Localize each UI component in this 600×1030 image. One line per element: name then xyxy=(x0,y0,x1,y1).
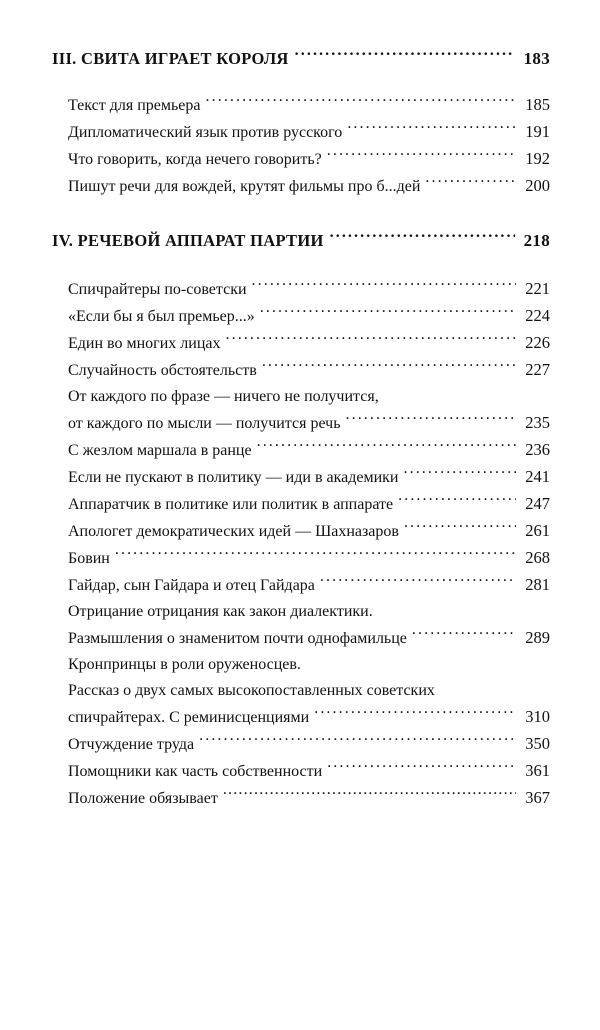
toc-entry[interactable] xyxy=(52,491,550,518)
dot-leader xyxy=(347,121,516,137)
chapter-page-number-iv: 218 xyxy=(523,231,550,250)
entry-page-number: 268 xyxy=(525,548,550,567)
dot-leader xyxy=(115,547,516,563)
toc-entry[interactable] xyxy=(52,173,550,200)
dot-leader xyxy=(295,48,515,65)
dot-leader xyxy=(226,332,516,348)
entry-group-iv xyxy=(52,276,550,812)
dot-leader xyxy=(260,305,516,321)
entry-page-number: 200 xyxy=(525,176,550,195)
dot-leader xyxy=(262,359,516,375)
toc-entry[interactable] xyxy=(52,545,550,572)
toc-entry-line[interactable] xyxy=(52,678,550,704)
entry-title: Дипломатический язык против русского xyxy=(68,124,343,141)
toc-entry[interactable] xyxy=(52,464,550,491)
entry-page-number: 221 xyxy=(525,279,550,298)
entry-title: Отчуждение труда xyxy=(68,736,195,753)
entry-title-line-2: Рассказ о двух самых высокопоставленных советских xyxy=(68,682,435,699)
entry-page-number: 289 xyxy=(525,628,550,647)
chapter-title-iii: III. СВИТА ИГРАЕТ КОРОЛЯ xyxy=(52,49,289,68)
entry-page-number: 185 xyxy=(525,95,550,114)
chapter-page-number-iii: 183 xyxy=(523,49,550,68)
dot-leader xyxy=(252,278,516,294)
entry-page-number: 361 xyxy=(525,761,550,780)
dot-leader xyxy=(384,385,550,401)
toc-entry[interactable] xyxy=(52,119,550,146)
dot-leader xyxy=(404,466,517,482)
entry-title-line-1: Отрицание отрицания как закон диалектики. xyxy=(68,603,373,620)
toc-entry-line[interactable] xyxy=(52,599,550,625)
toc-entry[interactable] xyxy=(52,92,550,119)
toc-entry[interactable] xyxy=(52,357,550,384)
entry-page-number: 224 xyxy=(525,306,550,325)
entry-title: Апологет демократических идей — Шахназаров xyxy=(68,523,399,540)
entry-title: Что говорить, когда нечего говорить? xyxy=(68,151,322,168)
entry-title-line-1: От каждого по фразе — ничего не получится, xyxy=(68,388,379,405)
entry-page-number: 310 xyxy=(525,707,550,726)
entry-title-line-2: от каждого по мысли — получится речь xyxy=(68,415,341,432)
entry-title-line-3: спичрайтерах. С реминисценциями xyxy=(68,709,310,726)
toc-entry[interactable] xyxy=(52,276,550,303)
dot-leader xyxy=(314,706,516,722)
entry-page-number: 191 xyxy=(525,122,550,141)
dot-leader xyxy=(223,787,516,803)
entry-title: Гайдар, сын Гайдара и отец Гайдара xyxy=(68,577,315,594)
toc-entry[interactable] xyxy=(52,704,550,731)
dot-leader xyxy=(404,520,516,536)
dot-leader xyxy=(206,94,516,110)
entry-page-number: 247 xyxy=(525,494,550,513)
entry-title: Текст для премьера xyxy=(68,97,201,114)
dot-leader xyxy=(440,679,550,695)
chapter-title-iv: IV. РЕЧЕВОЙ АППАРАТ ПАРТИИ xyxy=(52,231,324,250)
entry-page-number: 235 xyxy=(525,413,550,432)
toc-entry[interactable] xyxy=(52,785,550,812)
entry-page-number: 227 xyxy=(525,360,550,379)
entry-title-line-2: Размышления о знаменитом почти однофамильце xyxy=(68,630,407,647)
entry-page-number: 281 xyxy=(525,575,550,594)
dot-leader xyxy=(257,439,516,455)
entry-title: «Если бы я был премьер...» xyxy=(68,308,255,325)
toc-entry[interactable] xyxy=(52,518,550,545)
toc-entry[interactable] xyxy=(52,625,550,652)
entry-title: Случайность обстоятельств xyxy=(68,362,257,379)
entry-title: Спичрайтеры по-советски xyxy=(68,281,247,298)
entry-title: Аппаратчик в политике или политик в аппарате xyxy=(68,496,394,513)
entry-page-number: 367 xyxy=(525,788,550,807)
dot-leader xyxy=(425,175,516,191)
toc-entry[interactable] xyxy=(52,410,550,437)
toc-entry[interactable] xyxy=(52,330,550,357)
dot-leader xyxy=(327,148,516,164)
entry-title: Помощники как часть собственности xyxy=(68,763,323,780)
toc-entry[interactable] xyxy=(52,303,550,330)
entry-title: Един во многих лицах xyxy=(68,335,221,352)
toc-entry[interactable] xyxy=(52,731,550,758)
entry-page-number: 236 xyxy=(525,440,550,459)
entry-group-iii xyxy=(52,92,550,200)
dot-leader xyxy=(346,412,517,428)
entry-title-line-1: Кронпринцы в роли оруженосцев. xyxy=(68,656,301,673)
entry-page-number: 261 xyxy=(525,521,550,540)
entry-page-number: 241 xyxy=(525,467,550,486)
chapter-heading-iii[interactable] xyxy=(52,46,550,72)
entry-title: Положение обязывает xyxy=(68,790,218,807)
dot-leader xyxy=(327,760,516,776)
toc-entry[interactable] xyxy=(52,758,550,785)
toc-entry[interactable] xyxy=(52,572,550,599)
entry-page-number: 192 xyxy=(525,149,550,168)
dot-leader xyxy=(398,493,516,509)
toc-container xyxy=(52,46,550,812)
toc-entry[interactable] xyxy=(52,437,550,464)
toc-entry-line[interactable] xyxy=(52,652,550,678)
dot-leader xyxy=(378,600,550,616)
entry-page-number: 350 xyxy=(525,734,550,753)
dot-leader xyxy=(320,574,516,590)
entry-title: С жезлом маршала в ранце xyxy=(68,442,252,459)
dot-leader xyxy=(199,733,516,749)
entry-title: Если не пускают в политику — иди в академики xyxy=(68,469,399,486)
dot-leader xyxy=(412,627,516,643)
entry-page-number: 226 xyxy=(525,333,550,352)
toc-entry-line[interactable] xyxy=(52,384,550,410)
chapter-heading-iv[interactable] xyxy=(52,228,550,254)
entry-title: Пишут речи для вождей, крутят фильмы про б...дей xyxy=(68,178,421,195)
entry-title: Бовин xyxy=(68,550,110,567)
dot-leader xyxy=(306,653,550,669)
toc-entry[interactable] xyxy=(52,146,550,173)
dot-leader xyxy=(330,230,515,247)
